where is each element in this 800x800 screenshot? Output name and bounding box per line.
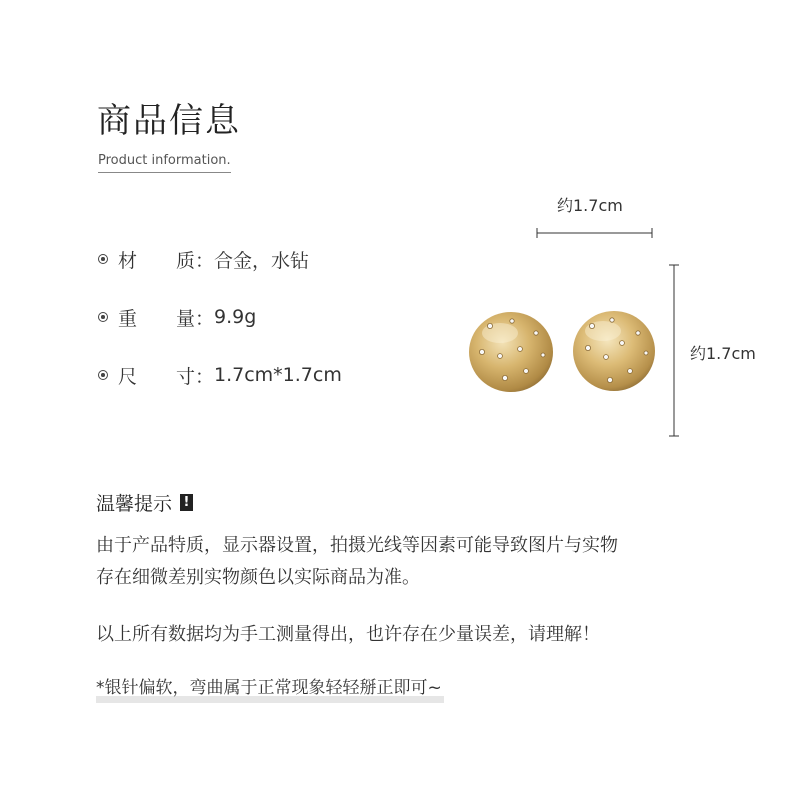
tips-note: *银针偏软，弯曲属于正常现象轻轻掰正即可~ — [96, 678, 442, 698]
page-subtitle: Product information. — [98, 153, 231, 173]
spec-label: 尺 寸： — [118, 365, 214, 388]
spec-value: 9.9g — [214, 306, 257, 328]
product-image — [460, 225, 690, 445]
earring-right — [573, 311, 655, 391]
spec-row-weight — [98, 304, 256, 330]
spec-value: 1.7cm*1.7cm — [214, 364, 342, 386]
page-title: 商品信息 — [97, 101, 241, 141]
spec-value: 合金，水钻 — [214, 249, 310, 272]
bullet-icon — [98, 254, 108, 264]
width-dimension-line — [537, 228, 652, 238]
tips-line-3: 以上所有数据均为手工测量得出，也许存在少量误差，请理解！ — [96, 624, 600, 645]
spec-label: 重 量： — [118, 307, 214, 330]
height-dimension-label: 约1.7cm — [690, 344, 756, 363]
exclamation-icon: ! — [180, 494, 193, 511]
earring-left — [469, 312, 553, 392]
bullet-icon — [98, 370, 108, 380]
spec-label: 材 质： — [118, 249, 214, 272]
height-dimension-line — [669, 265, 679, 436]
spec-row-material — [98, 246, 309, 272]
tips-line-2: 存在细微差别实物颜色以实际商品为准。 — [96, 567, 420, 588]
tips-line-1: 由于产品特质，显示器设置，拍摄光线等因素可能导致图片与实物 — [96, 535, 618, 556]
tips-heading: 温馨提示 ! — [96, 489, 193, 516]
spec-row-size — [98, 362, 342, 388]
bullet-icon — [98, 312, 108, 322]
width-dimension-label: 约1.7cm — [557, 196, 623, 215]
